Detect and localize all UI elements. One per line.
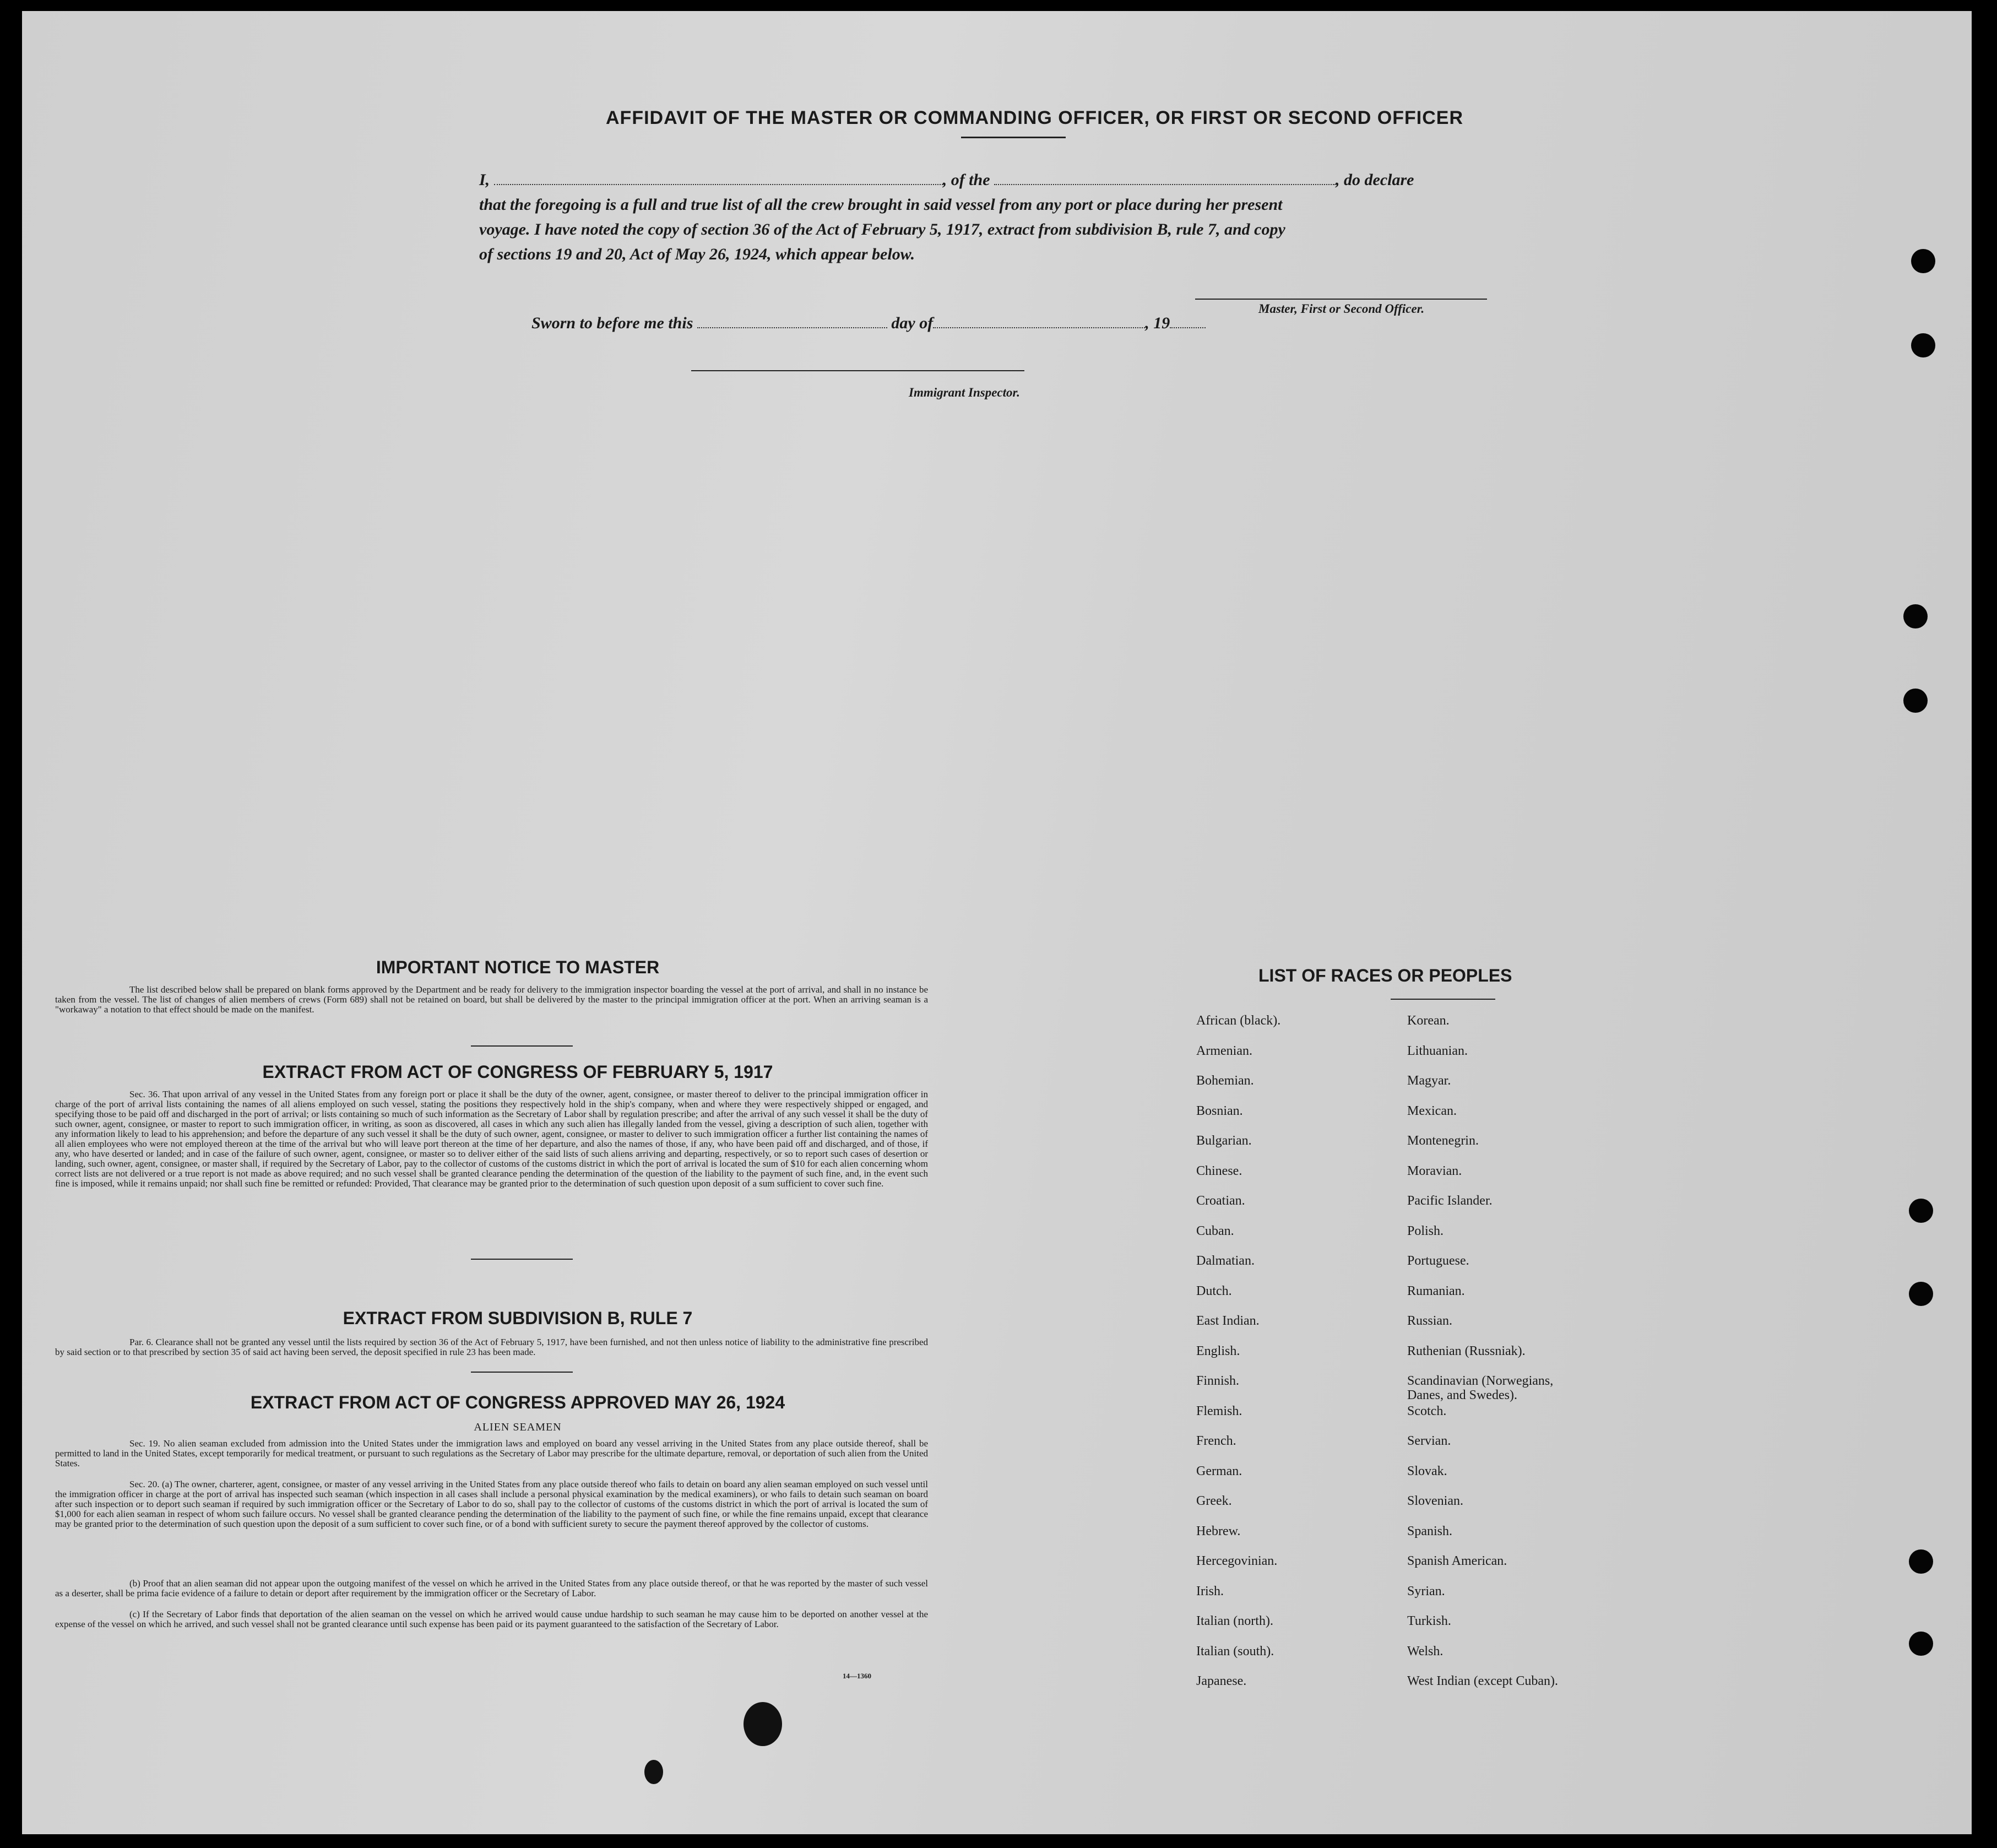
ink-blot [644, 1760, 663, 1784]
race-item: Dalmatian. [1196, 1254, 1255, 1268]
sworn-month-field[interactable] [933, 327, 1145, 328]
race-item: West Indian (except Cuban). [1407, 1674, 1558, 1688]
race-item: Pacific Islander. [1407, 1194, 1493, 1208]
race-item: Dutch. [1196, 1284, 1232, 1298]
extract-1917-text: Sec. 36. That upon arrival of any vessel in the United States from any foreign port or place it shall be the duty of the owner, agent, consignee, or master thereof to deliver to the principal immigration officer in charge of the port of arrival lists containing the names of all aliens employed on such vessel, stating the positions they respectively hold in the ship's company, when and where they were respectively shipped or engaged, and specifying those to be paid off and discharged in the port of arrival; or lists containing so much of such information as the Secretary of Labor shall by regulation prescribe; and after the arrival of any such vessel it shall be the duty of such owner, agent, consignee, or master to report to such immigration officer, in writing, as soon as discovered, all cases in which any such alien has illegally landed from the vessel, giving a description of such alien, together with any information likely to lead to his apprehension; and before the departure of any such vessel it shall be the duty of such owner, agent, consignee, or master to deliver to such immigration officer a further list containing the names of all alien employees who were not employed thereon at the time of the arrival but who will leave port thereon at the time of her departure, and also the names of those, if any, who have been paid off and discharged, and of those, if any, who have deserted or landed; and in case of the failure of such owner, agent, consignee, or master so to deliver either of the said lists of such aliens arriving and departing, respectively, or so to report such cases of desertion or landing, such owner, agent, consignee, or master shall, if required by the Secretary of Labor, pay to the collector of customs of the customs district in which the port of arrival is located the sum of $10 for each alien concerning whom correct lists are not delivered or a true report is not made as above required; and no such vessel shall be granted clearance pending the determination of the question of the liability to the payment of such fine, and, in the event such fine is imposed, while it remains unpaid; nor shall such fine be remitted or refunded: Provided, That clearance may be granted prior to the determination of such question upon deposit of a sum sufficient to cover such fine. [55, 1089, 928, 1189]
race-item: African (black). [1196, 1014, 1281, 1028]
notice-text: The list described below shall be prepared on blank forms approved by the Department and be ready for delivery to the immigration inspector boarding the vessel at the port of arrival, and shall in no instance be taken from the vessel. The list of changes of alien members of crews (Form 689) shall not be retained on board, but shall be delivered by the master to the principal immigration officer at the port. When an arriving seaman is a "workaway" a notation to that effect should be made on the manifest. [55, 984, 928, 1015]
punch-hole [1911, 333, 1935, 357]
divider [471, 1259, 573, 1260]
sworn-year: , 19 [1145, 314, 1170, 332]
race-item: Rumanian. [1407, 1284, 1465, 1298]
race-item: Scotch. [1407, 1404, 1447, 1418]
sworn-line [531, 314, 1206, 333]
race-item: Finnish. [1196, 1374, 1240, 1388]
race-item: Magyar. [1407, 1074, 1451, 1088]
sworn-year-field[interactable] [1170, 327, 1206, 328]
master-signature-label: Master, First or Second Officer. [1258, 302, 1425, 316]
race-item: Flemish. [1196, 1404, 1242, 1418]
race-item: East Indian. [1196, 1314, 1260, 1328]
race-item: Chinese. [1196, 1164, 1242, 1178]
inspector-signature-line[interactable] [691, 370, 1024, 371]
race-item: Slovak. [1407, 1464, 1447, 1478]
punch-hole [1911, 249, 1935, 273]
race-item: Italian (south). [1196, 1644, 1274, 1659]
race-item: Irish. [1196, 1584, 1224, 1598]
race-item: Hebrew. [1196, 1524, 1241, 1538]
rule7-text: Par. 6. Clearance shall not be granted any vessel until the lists required by section 36 of the Act of February 5, 1917, have been furnished, and not then unless notice of liability to the administrative fine prescribed by said section or to that prescribed by section 35 of said act having been served, the deposit specified in rule 23 has been made. [55, 1337, 928, 1357]
race-item: Russian. [1407, 1314, 1453, 1328]
extract-1924-title: EXTRACT FROM ACT OF CONGRESS APPROVED MAY 26, 1924 [250, 1392, 785, 1412]
divider [471, 1372, 573, 1373]
race-item: Lithuanian. [1407, 1044, 1468, 1058]
notice-title: IMPORTANT NOTICE TO MASTER [376, 957, 660, 977]
race-item: Welsh. [1407, 1644, 1444, 1659]
race-item: Hercegovinian. [1196, 1554, 1278, 1568]
declaration-declare: , do declare [1336, 171, 1414, 189]
race-item: Moravian. [1407, 1164, 1462, 1178]
punch-hole [1909, 1282, 1933, 1306]
race-item: Korean. [1407, 1014, 1450, 1028]
race-item: Bulgarian. [1196, 1134, 1252, 1148]
divider [471, 1045, 573, 1047]
vessel-field[interactable] [994, 184, 1336, 185]
race-item: Servian. [1407, 1434, 1451, 1448]
declaration-line [479, 171, 1542, 189]
sworn-day-of: day of [891, 314, 934, 332]
race-item: French. [1196, 1434, 1236, 1448]
race-item: Croatian. [1196, 1194, 1245, 1208]
race-item: Greek. [1196, 1494, 1232, 1508]
punch-hole [1903, 689, 1928, 713]
declaration-of: , of the [942, 171, 990, 189]
declaration-i: I, [479, 171, 490, 189]
declaration-text-3: voyage. I have noted the copy of section 36 of the Act of February 5, 1917, extract from subdivision B, rule 7, and copy [479, 220, 1285, 239]
sworn-text: Sworn to before me this [531, 314, 693, 332]
race-item: Polish. [1407, 1224, 1444, 1238]
race-item: Ruthenian (Russniak). [1407, 1344, 1526, 1358]
punch-hole [1903, 604, 1928, 628]
punch-hole [1909, 1199, 1933, 1223]
sworn-day-field[interactable] [697, 327, 887, 328]
punch-hole [1909, 1632, 1933, 1656]
race-item: Slovenian. [1407, 1494, 1463, 1508]
race-item: Portuguese. [1407, 1254, 1469, 1268]
punch-hole [1909, 1549, 1933, 1574]
race-item: Japanese. [1196, 1674, 1247, 1688]
sec19-text: Sec. 19. No alien seaman excluded from admission into the United States under the immigration laws and employed on board any vessel arriving in the United States from any place outside thereof, shall be permitted to land in the United States, except temporarily for medical treatment, or pursuant to such regulations as the Secretary of Labor may prescribe for the ultimate departure, removal, or deportation of such alien from the United States. [55, 1438, 928, 1468]
race-item: German. [1196, 1464, 1242, 1478]
race-item: Spanish. [1407, 1524, 1453, 1538]
document-sheet [22, 11, 1972, 1834]
master-signature-line[interactable] [1195, 299, 1487, 300]
inspector-label: Immigrant Inspector. [909, 386, 1020, 399]
race-item: Mexican. [1407, 1104, 1457, 1118]
race-item: Armenian. [1196, 1044, 1252, 1058]
race-item: Italian (north). [1196, 1614, 1273, 1628]
declaration-text-2: that the foregoing is a full and true list of all the crew brought in said vessel from any port or place during her present [479, 196, 1283, 214]
race-item: Montenegrin. [1407, 1134, 1479, 1148]
races-title: LIST OF RACES OR PEOPLES [1258, 966, 1512, 985]
sec20b-text: (b) Proof that an alien seaman did not appear upon the outgoing manifest of the vessel on which he arrived in the United States from any place outside thereof, or that he was reported by the master of such vessel as a deserter, shall be prima facie evidence of a failure to detain or deport after requirement by the immigration officer or the Secretary of Labor. [55, 1578, 928, 1598]
race-item: Scandinavian (Norwegians, Danes, and Swedes). [1407, 1374, 1554, 1402]
ink-blot [744, 1702, 782, 1746]
rule7-title: EXTRACT FROM SUBDIVISION B, RULE 7 [343, 1308, 693, 1328]
race-item: Bohemian. [1196, 1074, 1254, 1088]
race-item: Syrian. [1407, 1584, 1445, 1598]
race-item: Bosnian. [1196, 1104, 1243, 1118]
race-item: Turkish. [1407, 1614, 1451, 1628]
title-underline [961, 137, 1066, 138]
form-number: 14—1360 [843, 1672, 871, 1680]
sec20c-text: (c) If the Secretary of Labor finds that deportation of the alien seaman on the vessel on which he arrived would cause undue hardship to such seaman he may cause him to be deported on another vessel at the expense of the vessel on which he arrived, and such vessel shall not be granted clearance until such expense has been paid or its payment guaranteed to the satisfaction of the Secretary of Labor. [55, 1609, 928, 1629]
race-item: Spanish American. [1407, 1554, 1507, 1568]
declaration-text-4: of sections 19 and 20, Act of May 26, 1924, which appear below. [479, 245, 915, 263]
race-item: Cuban. [1196, 1224, 1234, 1238]
extract-1917-title: EXTRACT FROM ACT OF CONGRESS OF FEBRUARY 5, 1917 [262, 1062, 773, 1082]
extract-1924-subtitle: ALIEN SEAMEN [474, 1421, 562, 1433]
name-field[interactable] [494, 184, 943, 185]
affidavit-title: AFFIDAVIT OF THE MASTER OR COMMANDING OFFICER, OR FIRST OR SECOND OFFICER [606, 107, 1463, 128]
sec20a-text: Sec. 20. (a) The owner, charterer, agent, consignee, or master of any vessel arriving in the United States from any place outside thereof who fails to detain on board any alien seaman employed on such vessel until the immigration officer in charge at the port of arrival has inspected such seaman (which inspection in all cases shall include a personal physical examination by the medical examiners), or who fails to detain such seaman on board after such inspection or to deport such seaman if required by such immigration officer or the Secretary of Labor to do so, shall pay to the collector of customs of the customs district in which the port of arrival is located the sum of $1,000 for each alien seaman in respect of whom such failure occurs. No vessel shall be granted clearance pending the determination of the liability to the payment of such fine, or while the fine remains unpaid, except that clearance may be granted prior to the determination of such question upon the deposit of a sum sufficient to cover such fine, or of a bond with sufficient surety to secure the payment thereof approved by the collector of customs. [55, 1479, 928, 1529]
race-item: English. [1196, 1344, 1240, 1358]
races-underline [1391, 999, 1495, 1000]
